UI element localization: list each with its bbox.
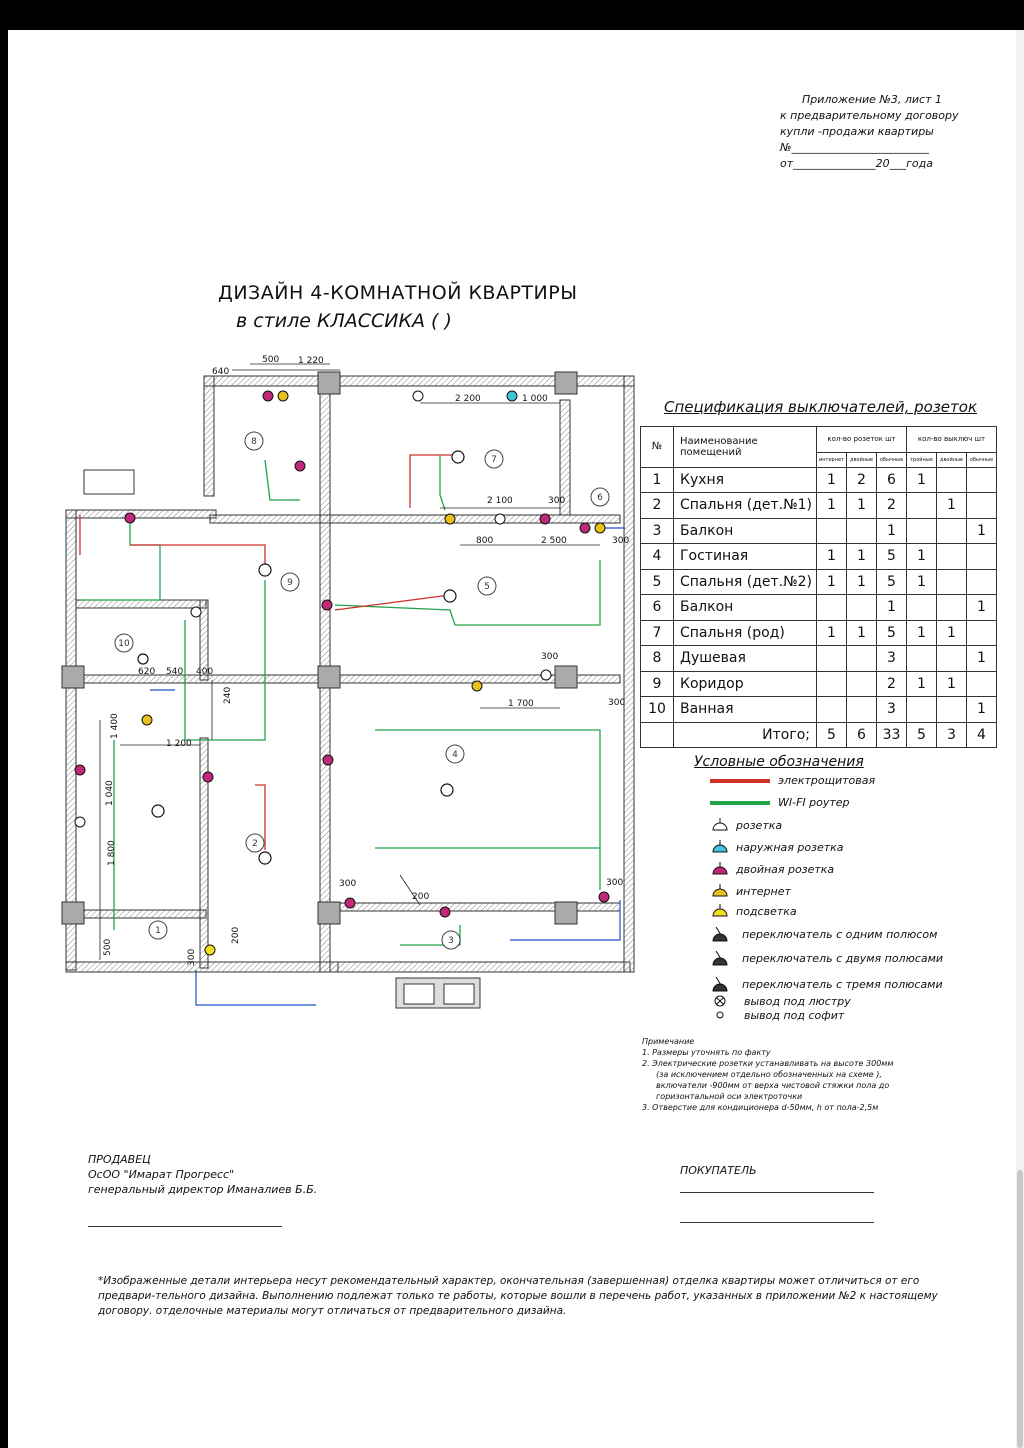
spec-room-name: Балкон <box>674 595 817 621</box>
spec-cell: 1 <box>967 646 997 672</box>
spotlight-icon <box>710 1008 730 1022</box>
spec-cell <box>937 595 967 621</box>
spec-table <box>640 426 997 748</box>
spec-cell: 6 <box>877 467 907 493</box>
spec-cell: 6 <box>641 595 674 621</box>
socket-icon <box>710 904 730 918</box>
seller-block <box>88 1152 317 1197</box>
spec-cell: 5 <box>907 722 937 748</box>
dim-label: 300 <box>612 536 630 546</box>
dim-label: 640 <box>212 367 230 377</box>
spec-cell: 1 <box>877 518 907 544</box>
spec-row <box>641 467 997 493</box>
spec-cell: 6 <box>847 722 877 748</box>
dim-label: 240 <box>223 686 233 704</box>
spec-cell: 1 <box>907 620 937 646</box>
spec-title: Спецификация выключателей, розеток <box>664 398 978 416</box>
spec-cell: 8 <box>641 646 674 672</box>
spec-subheader: двойные <box>937 452 967 467</box>
dim-label: 1 000 <box>522 394 548 404</box>
room-number: 6 <box>597 493 603 503</box>
spec-cell <box>937 544 967 570</box>
legend-item <box>710 994 851 1008</box>
spec-cell <box>641 722 674 748</box>
spec-room-name: Спальня (род) <box>674 620 817 646</box>
note-line: 2. Электрические розетки устанавливать на высоте 300мм <box>642 1059 894 1068</box>
spec-cell <box>817 646 847 672</box>
legend-item <box>710 774 875 787</box>
spec-cell <box>907 646 937 672</box>
spec-cell: 1 <box>907 544 937 570</box>
spec-cell: 10 <box>641 697 674 723</box>
legend-item <box>710 884 791 898</box>
legend-label: WI-FI роутер <box>778 796 850 809</box>
legend-label: электрощитовая <box>778 774 876 787</box>
spec-cell: 2 <box>847 467 877 493</box>
spec-cell <box>967 493 997 519</box>
notes <box>642 1036 932 1113</box>
spec-cell <box>937 697 967 723</box>
spec-cell: 5 <box>877 620 907 646</box>
dim-label: 1 800 <box>107 840 117 866</box>
spec-cell: 1 <box>817 467 847 493</box>
dim-label: 1 400 <box>110 713 120 739</box>
spec-cell <box>937 518 967 544</box>
spec-cell: 1 <box>937 493 967 519</box>
notes-title: Примечание <box>642 1037 695 1046</box>
spec-cell: 1 <box>847 544 877 570</box>
spec-cell <box>847 518 877 544</box>
spec-cell <box>817 518 847 544</box>
footnote: *Изображенные детали интерьера несут рекомендательный характер, окончательная (завершенная) отделка квартиры может отличиться от его предвари-тельного дизайна. Выполнению подлежат только те работы, которые вошли в перечень работ, указанных в приложении №2 к настоящему договору. отделочные материалы могут отличаться от предварительного дизайна. <box>98 1275 938 1317</box>
spec-cell: 9 <box>641 671 674 697</box>
buyer-label: ПОКУПАТЕЛЬ <box>680 1164 757 1177</box>
ac-wiring <box>150 528 625 1005</box>
dim-label: 2 200 <box>455 394 481 404</box>
spec-header-sockets: кол-во розеток шт <box>817 427 907 453</box>
spec-row <box>641 595 997 621</box>
legend-label: двойная розетка <box>736 862 835 876</box>
spec-row <box>641 493 997 519</box>
spec-subheader: интернет <box>817 452 847 467</box>
spec-cell <box>817 671 847 697</box>
spec-body <box>641 467 997 722</box>
spec-room-name: Гостиная <box>674 544 817 570</box>
spec-subheader: тройные <box>907 452 937 467</box>
page-subtitle: в стиле КЛАССИКА ( ) <box>236 310 452 332</box>
spec-cell: 1 <box>847 569 877 595</box>
spec-cell: 1 <box>937 620 967 646</box>
spec-cell: 3 <box>877 697 907 723</box>
spec-cell: 4 <box>641 544 674 570</box>
dim-label: 800 <box>476 536 494 546</box>
spec-cell <box>847 595 877 621</box>
spec-cell <box>967 620 997 646</box>
spec-subheader: обычные <box>967 452 997 467</box>
room-number: 9 <box>287 578 293 588</box>
spec-row <box>641 544 997 570</box>
spec-cell: 3 <box>641 518 674 544</box>
room-number: 4 <box>452 750 458 760</box>
legend-label: интернет <box>736 884 791 898</box>
page-title: ДИЗАЙН 4-КОМНАТНОЙ КВАРТИРЫ <box>218 282 578 304</box>
spec-cell: 1 <box>817 493 847 519</box>
note-line: 1. Размеры уточнять по факту <box>642 1048 771 1057</box>
spec-cell <box>907 697 937 723</box>
spec-room-name: Спальня (дет.№2) <box>674 569 817 595</box>
legend-item <box>710 950 943 966</box>
socket-icon <box>710 862 730 876</box>
annex-line: к предварительному договору <box>780 109 959 122</box>
spec-row <box>641 518 997 544</box>
spec-cell: 5 <box>641 569 674 595</box>
spec-subheader: обычные <box>877 452 907 467</box>
spec-row <box>641 646 997 672</box>
spec-cell: 2 <box>877 671 907 697</box>
spec-cell: 1 <box>967 595 997 621</box>
legend-label: вывод под люстру <box>744 994 851 1008</box>
dim-label: 300 <box>608 698 626 708</box>
spec-cell: 1 <box>641 467 674 493</box>
legend-title: Условные обозначения <box>694 754 864 770</box>
seller-director: генеральный директор Иманалиев Б.Б. <box>88 1183 318 1196</box>
spec-cell: 5 <box>877 569 907 595</box>
legend-label: переключатель с одним полюсом <box>742 927 938 941</box>
dim-label: 1 220 <box>298 356 324 366</box>
spec-header-num: № <box>641 427 674 468</box>
spec-row <box>641 697 997 723</box>
socket-icon <box>710 840 730 854</box>
spec-cell: 3 <box>877 646 907 672</box>
floor-plan <box>0 0 640 1030</box>
spec-header-switches: кол-во выключ шт <box>907 427 997 453</box>
room-number: 1 <box>155 926 161 936</box>
annex-line: Приложение №3, лист 1 <box>802 93 943 106</box>
legend-swatch <box>710 779 770 783</box>
spec-cell: 33 <box>877 722 907 748</box>
dim-label: 1 700 <box>508 699 534 709</box>
spec-cell <box>907 493 937 519</box>
spec-cell: 1 <box>817 620 847 646</box>
dim-label: 620 <box>138 667 156 677</box>
spec-cell: 1 <box>907 671 937 697</box>
room-number: 10 <box>118 639 130 649</box>
scrollbar-thumb[interactable] <box>1017 1170 1023 1448</box>
buyer-signature-line <box>680 1222 874 1223</box>
dim-label: 300 <box>548 496 566 506</box>
spec-cell <box>817 595 847 621</box>
seller-signature-line <box>88 1226 282 1227</box>
dim-label: 300 <box>606 878 624 888</box>
dim-label: 200 <box>412 892 430 902</box>
socket-icon <box>710 818 730 832</box>
room-number: 5 <box>484 582 490 592</box>
legend-item <box>710 976 943 992</box>
dim-label: 1 200 <box>166 739 192 749</box>
socket-icon <box>710 884 730 898</box>
dim-label: 300 <box>339 879 357 889</box>
spec-room-name: Коридор <box>674 671 817 697</box>
annex-line: купли -продажи квартиры <box>780 125 934 138</box>
spec-total-row <box>641 722 997 748</box>
seller-company: ОсОО "Имарат Прогресс" <box>88 1168 235 1181</box>
spec-cell <box>937 646 967 672</box>
spec-cell: 1 <box>847 620 877 646</box>
room-number: 3 <box>448 936 454 946</box>
spec-room-name: Кухня <box>674 467 817 493</box>
spec-cell: 4 <box>967 722 997 748</box>
spec-row <box>641 671 997 697</box>
spec-cell <box>967 544 997 570</box>
dim-label: 300 <box>187 948 197 966</box>
legend-item <box>710 1008 844 1022</box>
spec-cell: 3 <box>937 722 967 748</box>
dim-label: 2 100 <box>487 496 513 506</box>
spec-cell <box>847 697 877 723</box>
switch-icon <box>710 976 730 992</box>
legend-item <box>710 862 834 876</box>
legend-item <box>710 796 850 809</box>
spec-cell <box>937 569 967 595</box>
chandelier-icon <box>710 994 730 1008</box>
spec-cell: 2 <box>641 493 674 519</box>
dim-label: 500 <box>103 938 113 956</box>
spec-cell: 1 <box>937 671 967 697</box>
spec-cell <box>937 467 967 493</box>
legend-label: переключатель с тремя полюсами <box>742 977 943 991</box>
spec-row <box>641 569 997 595</box>
spec-cell <box>907 518 937 544</box>
spec-room-name: Душевая <box>674 646 817 672</box>
spec-total-label: Итого; <box>674 722 817 748</box>
spec-cell: 5 <box>817 722 847 748</box>
legend-item <box>710 840 844 854</box>
spec-room-name: Балкон <box>674 518 817 544</box>
dim-label: 540 <box>166 667 184 677</box>
annex-line: от_______________20___года <box>780 157 933 170</box>
dim-label: 1 040 <box>105 780 115 806</box>
note-line: 3. Отверстие для кондиционера d-50мм, h от пола-2,5м <box>642 1103 879 1112</box>
legend-item <box>710 904 797 918</box>
legend-item <box>710 926 937 942</box>
seller-label: ПРОДАВЕЦ <box>88 1153 151 1166</box>
room-number: 8 <box>251 437 257 447</box>
dim-label: 200 <box>231 926 241 944</box>
spec-cell <box>847 671 877 697</box>
spec-cell <box>967 671 997 697</box>
balcony-block <box>84 470 480 1008</box>
spec-cell: 1 <box>817 544 847 570</box>
note-line: включатели -900мм от верха чистовой стяжки пола до <box>656 1081 890 1090</box>
legend-label: наружная розетка <box>736 840 844 854</box>
spec-cell: 1 <box>907 467 937 493</box>
spec-cell: 1 <box>967 518 997 544</box>
dim-label: 400 <box>196 667 214 677</box>
spec-cell: 7 <box>641 620 674 646</box>
legend-label: розетка <box>736 818 783 832</box>
spec-cell: 1 <box>967 697 997 723</box>
dim-label: 300 <box>541 652 559 662</box>
spec-cell <box>907 595 937 621</box>
spec-cell: 2 <box>877 493 907 519</box>
spec-header-name: Наименование помещений <box>674 427 817 468</box>
note-line: горизонтальной оси электроточки <box>656 1092 803 1101</box>
spec-room-name: Спальня (дет.№1) <box>674 493 817 519</box>
spec-cell <box>967 569 997 595</box>
spec-cell: 1 <box>817 569 847 595</box>
legend-label: переключатель с двумя полюсами <box>742 951 944 965</box>
buyer-signature-line <box>680 1192 874 1193</box>
legend-item <box>710 818 782 832</box>
spec-cell: 1 <box>847 493 877 519</box>
annex-header <box>780 92 980 172</box>
dim-label: 500 <box>262 355 280 365</box>
legend-label: подсветка <box>736 904 797 918</box>
spec-cell: 5 <box>877 544 907 570</box>
spec-room-name: Ванная <box>674 697 817 723</box>
spec-cell: 1 <box>877 595 907 621</box>
spec-cell <box>817 697 847 723</box>
legend-label: вывод под софит <box>744 1008 845 1022</box>
spec-subheader: двойные <box>847 452 877 467</box>
switch-icon <box>710 926 730 942</box>
room-number: 7 <box>491 455 497 465</box>
legend-swatch <box>710 801 770 805</box>
note-line: (за исключением отдельно обозначенных на схеме ), <box>656 1070 882 1079</box>
dim-label: 2 500 <box>541 536 567 546</box>
annex-line: №_________________________ <box>780 141 929 154</box>
spec-cell: 1 <box>907 569 937 595</box>
dimension-lines <box>100 364 600 960</box>
switch-icon <box>710 950 730 966</box>
spec-row <box>641 620 997 646</box>
room-number: 2 <box>252 839 258 849</box>
spec-cell <box>967 467 997 493</box>
spec-cell <box>847 646 877 672</box>
